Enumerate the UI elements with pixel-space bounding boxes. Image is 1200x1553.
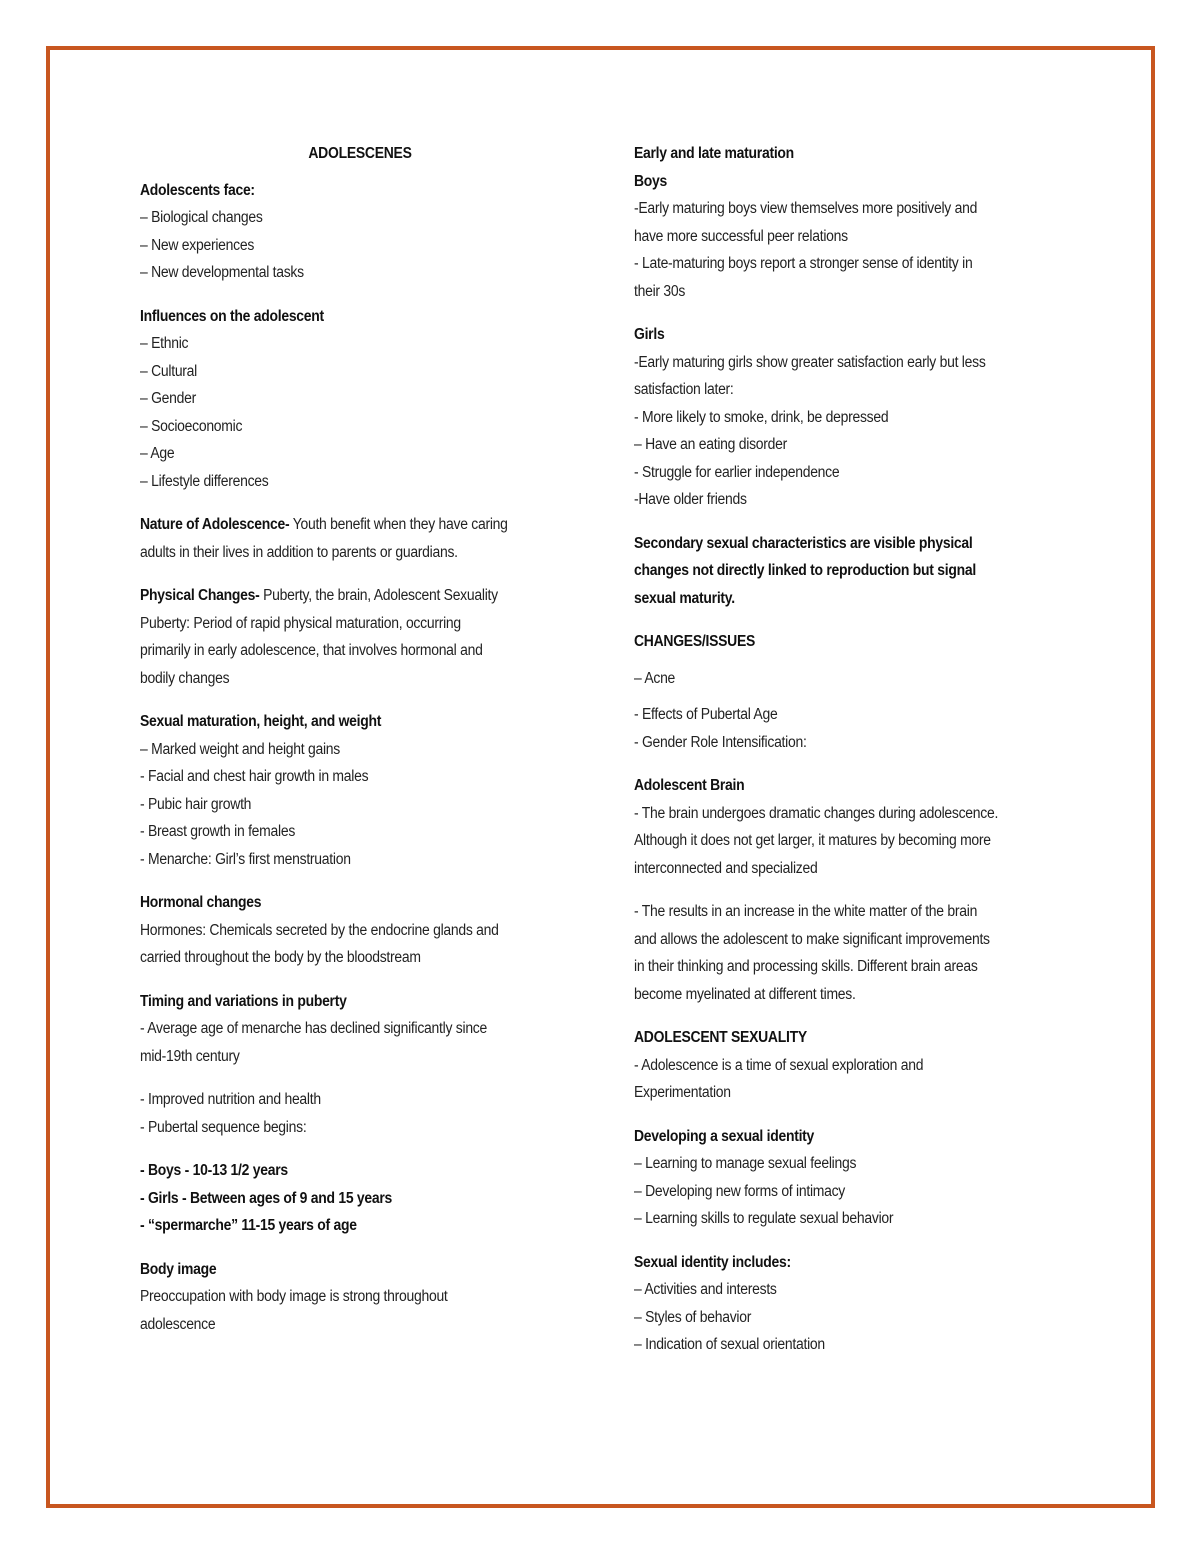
page-title: ADOLESCENES [308, 145, 412, 162]
list-item: - Effects of Pubertal Age [634, 706, 778, 723]
nature-text: Youth benefit when they have caring [289, 516, 508, 533]
girls-line: - Struggle for earlier independence [634, 463, 840, 481]
list-item: – Activities and interests [634, 1281, 777, 1298]
timing-line: - Average age of menarche has declined significantly since [140, 1020, 488, 1037]
list-item: – Lifestyle differences [140, 472, 269, 490]
list-item: – Ethnic [140, 335, 189, 352]
list-item: – Indication of sexual orientation [634, 1336, 825, 1353]
secondary-characteristics-line: sexual maturity. [634, 589, 735, 607]
section-heading-early-late: Early and late maturation [634, 145, 794, 162]
list-item: – Learning skills to regulate sexual behavior [634, 1210, 894, 1227]
brain-line: become myelinated at different times. [634, 985, 856, 1003]
section-heading-changes-issues: CHANGES/ISSUES [634, 633, 756, 650]
subheading-girls: Girls [634, 326, 665, 343]
right-column [634, 140, 1064, 1359]
list-item: – Styles of behavior [634, 1308, 752, 1326]
list-item: – Marked weight and height gains [140, 740, 340, 758]
nature-label: Nature of Adolescence- [140, 516, 290, 533]
sexuality-line: Experimentation [634, 1084, 731, 1101]
girls-line: satisfaction later: [634, 381, 734, 398]
secondary-characteristics-line: Secondary sexual characteristics are visible physical [634, 534, 973, 552]
list-item-boys-age: - Boys - 10-13 1/2 years [140, 1162, 288, 1179]
brain-line: interconnected and specialized [634, 859, 818, 877]
list-item: – Developing new forms of intimacy [634, 1182, 846, 1200]
section-heading-adolescents-face: Adolescents face: [140, 181, 255, 199]
body-image-line: Preoccupation with body image is strong throughout [140, 1288, 448, 1305]
list-item: – Cultural [140, 362, 198, 380]
list-item: - Gender Role Intensification: [634, 733, 807, 751]
list-item: – New developmental tasks [140, 264, 304, 281]
list-item: – Learning to manage sexual feelings [634, 1155, 857, 1172]
girls-line: - More likely to smoke, drink, be depressed [634, 408, 889, 426]
nature-paragraph-line: adults in their lives in addition to parents or guardians. [140, 543, 458, 561]
hormonal-line: Hormones: Chemicals secreted by the endocrine glands and [140, 921, 499, 939]
physical-paragraph-line: primarily in early adolescence, that involves hormonal and [140, 642, 483, 659]
list-item: – Socioeconomic [140, 417, 243, 435]
list-item: - Pubic hair growth [140, 795, 252, 813]
girls-line: – Have an eating disorder [634, 436, 788, 453]
brain-line: - The results in an increase in the white matter of the brain [634, 903, 978, 920]
timing-line: mid-19th century [140, 1047, 240, 1065]
list-item: – Biological changes [140, 209, 263, 226]
body-image-line: adolescence [140, 1315, 216, 1333]
list-item: - Facial and chest hair growth in males [140, 768, 369, 785]
nature-paragraph-line [140, 511, 536, 539]
section-heading-sexual-identity: Developing a sexual identity [634, 1127, 815, 1145]
list-item: - Breast growth in females [140, 823, 296, 840]
left-column [140, 140, 580, 1338]
section-heading-identity-includes: Sexual identity includes: [634, 1253, 791, 1271]
boys-line: -Early maturing boys view themselves more positively and [634, 200, 978, 217]
timing-line: - Improved nutrition and health [140, 1091, 321, 1108]
list-item: – Acne [634, 669, 676, 687]
brain-line: and allows the adolescent to make significant improvements [634, 930, 990, 948]
girls-line: -Have older friends [634, 491, 747, 508]
list-item: – Age [140, 445, 175, 462]
section-heading-body-image: Body image [140, 1260, 217, 1278]
brain-line: - The brain undergoes dramatic changes during adolescence. [634, 804, 999, 822]
list-item: – Gender [140, 390, 197, 407]
list-item-spermarche-age: - “spermarche” 11-15 years of age [140, 1217, 357, 1234]
physical-paragraph-line [140, 582, 536, 610]
boys-line: have more successful peer relations [634, 227, 848, 245]
physical-label: Physical Changes- [140, 587, 260, 604]
list-item-girls-age: - Girls - Between ages of 9 and 15 years [140, 1189, 393, 1207]
physical-text: Puberty, the brain, Adolescent Sexuality [259, 587, 498, 604]
list-item: – New experiences [140, 236, 255, 254]
section-heading-sexual-maturation: Sexual maturation, height, and weight [140, 713, 382, 730]
sexuality-line: - Adolescence is a time of sexual exploration and [634, 1056, 924, 1074]
section-heading-timing: Timing and variations in puberty [140, 992, 347, 1010]
section-heading-adolescent-brain: Adolescent Brain [634, 777, 745, 794]
girls-line: -Early maturing girls show greater satisfaction early but less [634, 353, 986, 371]
section-heading-influences: Influences on the adolescent [140, 307, 324, 325]
secondary-characteristics-line: changes not directly linked to reproduction but signal [634, 562, 976, 579]
timing-line: - Pubertal sequence begins: [140, 1118, 307, 1136]
physical-paragraph-line: bodily changes [140, 669, 230, 687]
brain-line: Although it does not get larger, it matures by becoming more [634, 832, 991, 849]
hormonal-line: carried throughout the body by the bloodstream [140, 949, 421, 966]
brain-line: in their thinking and processing skills. Different brain areas [634, 958, 978, 975]
physical-paragraph-line: Puberty: Period of rapid physical maturation, occurring [140, 614, 461, 632]
section-heading-hormonal: Hormonal changes [140, 894, 262, 911]
section-heading-adolescent-sexuality: ADOLESCENT SEXUALITY [634, 1029, 807, 1046]
list-item: - Menarche: Girl’s first menstruation [140, 850, 351, 868]
boys-line: - Late-maturing boys report a stronger sense of identity in [634, 255, 973, 272]
subheading-boys: Boys [634, 172, 668, 190]
boys-line: their 30s [634, 282, 686, 300]
